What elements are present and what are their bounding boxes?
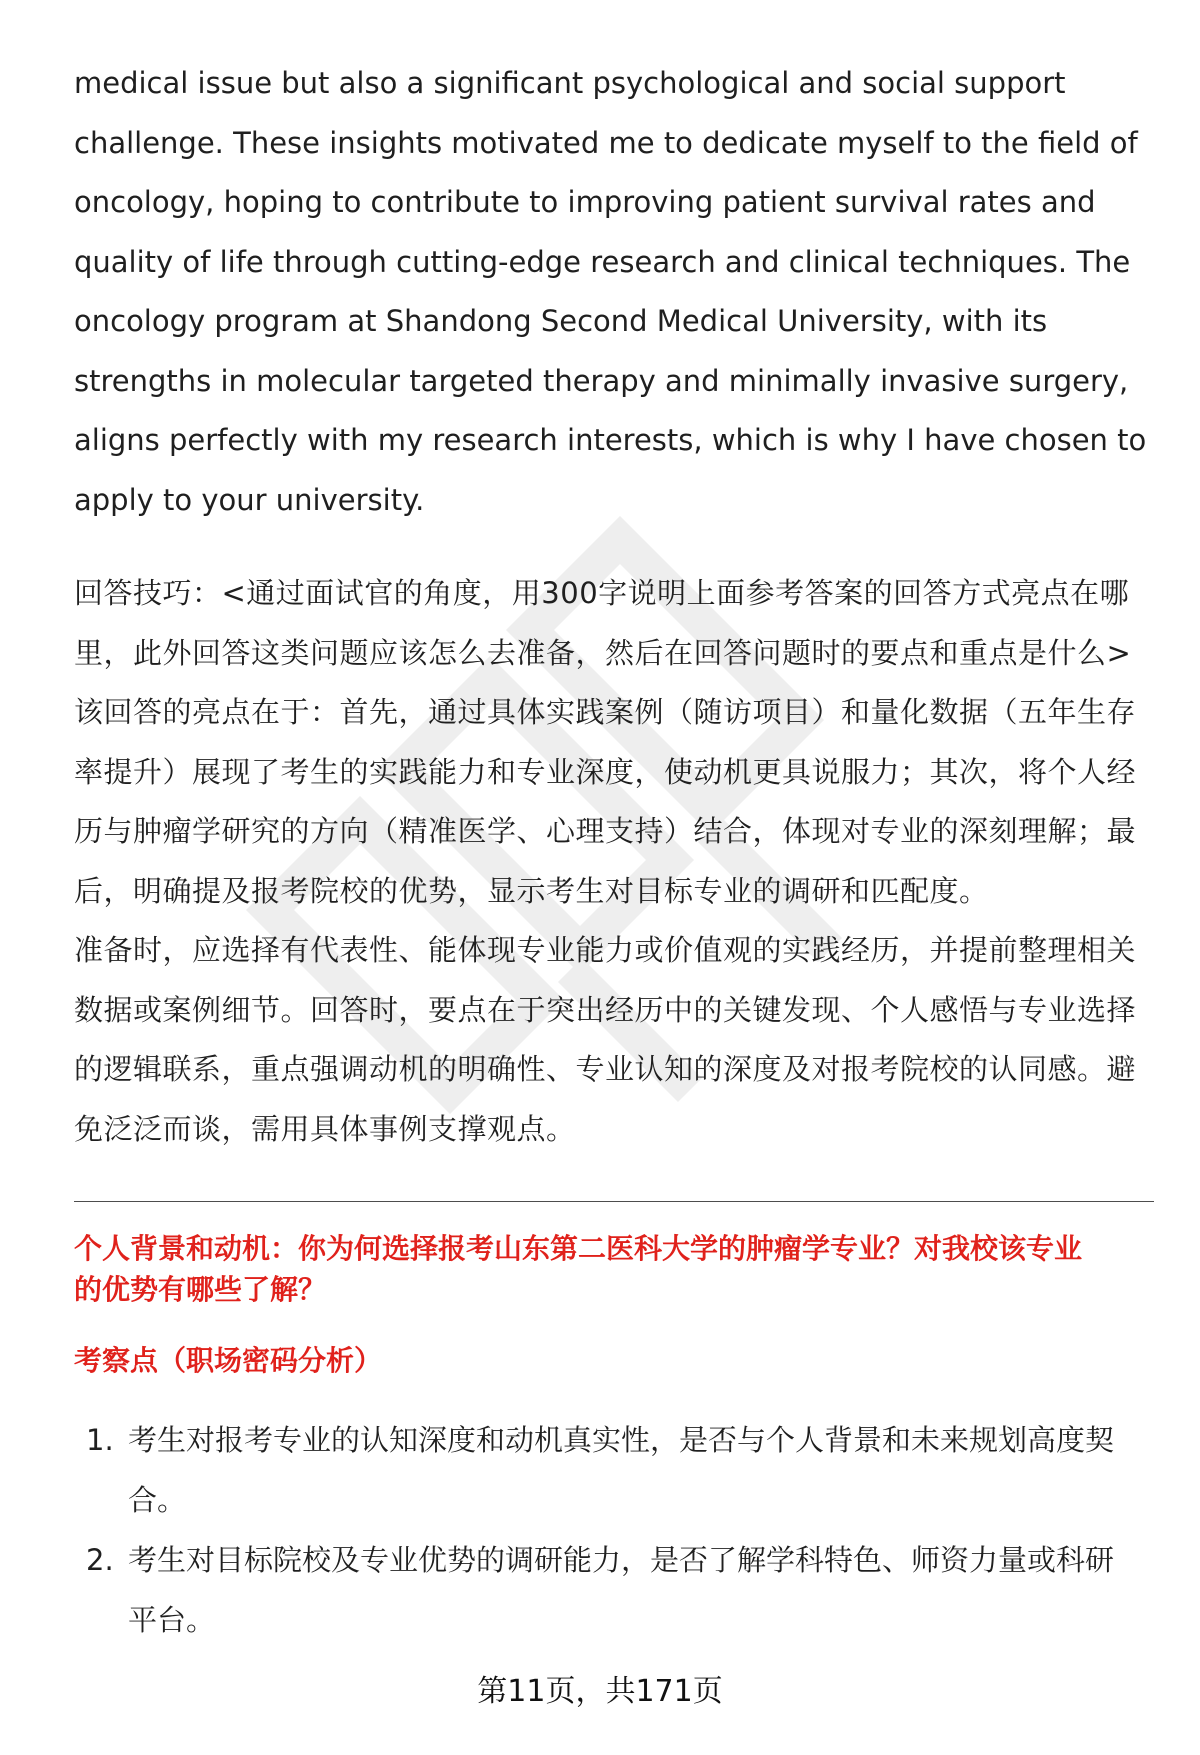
answer-line: apply to your university.: [74, 482, 425, 517]
points-list: [74, 1411, 1154, 1650]
answer-line: challenge. These insights motivated me to dedicate myself to the field of: [74, 125, 1138, 160]
section-title: 考察点（职场密码分析）: [74, 1344, 383, 1377]
answer-tips-section: [74, 564, 1154, 1159]
list-item: [74, 1411, 1154, 1530]
list-item-line: 考生对目标院校及专业优势的调研能力，是否了解学科特色、师资力量或科研: [128, 1543, 1115, 1577]
tips-line: 准备时，应选择有代表性、能体现专业能力或价值观的实践经历，并提前整理相关: [74, 933, 1137, 967]
list-number: 1.: [86, 1423, 114, 1457]
list-number: 2.: [86, 1543, 114, 1577]
tips-line: 历与肿瘤学研究的方向（精准医学、心理支持）结合，体现对专业的深刻理解；最: [74, 814, 1137, 848]
answer-line: strengths in molecular targeted therapy and minimally invasive surgery,: [74, 363, 1129, 398]
tips-line: 里，此外回答这类问题应该怎么去准备，然后在回答问题时的要点和重点是什么>: [74, 635, 1132, 670]
answer-line: oncology, hoping to contribute to improving patient survival rates and: [74, 185, 1096, 219]
section-divider: [74, 1201, 1154, 1202]
question-line: 个人背景和动机：你为何选择报考山东第二医科大学的肿瘤学专业？对我校该专业: [74, 1232, 1083, 1265]
tips-line: 的逻辑联系，重点强调动机的明确性、专业认知的深度及对报考院校的认同感。避: [74, 1052, 1137, 1086]
answer-line: quality of life through cutting-edge research and clinical techniques. The: [74, 244, 1131, 279]
list-item: [74, 1531, 1154, 1650]
tips-line: 后，明确提及报考院校的优势，显示考生对目标专业的调研和匹配度。: [74, 873, 989, 908]
answer-english-paragraph: [74, 54, 1154, 530]
list-item-line: 平台。: [128, 1602, 216, 1637]
answer-line: oncology program at Shandong Second Medical University, with its: [74, 304, 1048, 338]
page-footer: 第11页，共171页: [477, 1674, 723, 1709]
answer-line: medical issue but also a significant psychological and social support: [74, 66, 1066, 100]
tips-line: 数据或案例细节。回答时，要点在于突出经历中的关键发现、个人感悟与专业选择: [74, 992, 1137, 1027]
tips-line: 率提升）展现了考生的实践能力和专业深度，使动机更具说服力；其次，将个人经: [74, 754, 1137, 789]
tips-line: 免泛泛而谈，需用具体事例支撑观点。: [74, 1111, 576, 1146]
tips-line: 该回答的亮点在于：首先，通过具体实践案例（随访项目）和量化数据（五年生存: [74, 695, 1137, 729]
question-line: 的优势有哪些了解？: [74, 1273, 327, 1306]
list-item-line: 考生对报考专业的认知深度和动机真实性，是否与个人背景和未来规划高度契: [128, 1423, 1115, 1457]
list-item-line: 合。: [128, 1482, 187, 1517]
answer-line: aligns perfectly with my research interests, which is why I have chosen to: [74, 423, 1147, 457]
question-heading: [74, 1228, 1154, 1310]
page-content: [74, 54, 1154, 1650]
tips-line: 回答技巧：<通过面试官的角度，用300字说明上面参考答案的回答方式亮点在哪: [74, 576, 1130, 610]
